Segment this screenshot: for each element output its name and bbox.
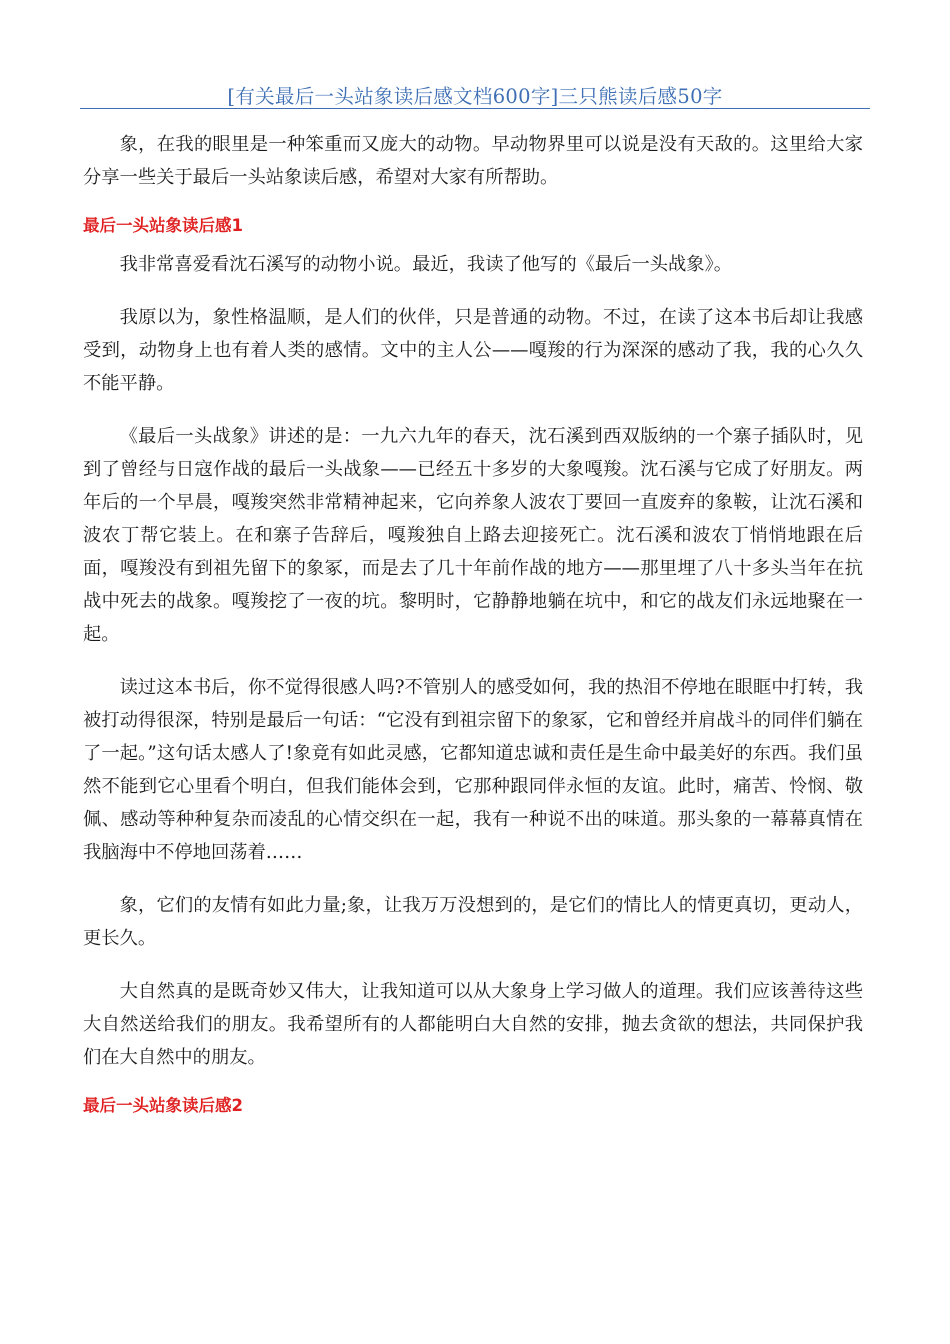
body-paragraph: 《最后一头战象》讲述的是：一九六九年的春天，沈石溪到西双版纳的一个寨子插队时，见到了曾经与日寇作战的最后一头战象——已经五十多岁的大象嘎羧。沈石溪与它成了好朋友。两年后的一个早晨，嘎羧突然非常精神起来，它向养象人波农丁要回一直废弃的象鞍，让沈石溪和波农丁帮它装上。在和寨子告辞后，嘎羧独自上路去迎接死亡。沈石溪和波农丁悄悄地跟在后面，嘎羧没有到祖先留下的象冢，而是去了几十年前作战的地方——那里埋了八十多头当年在抗战中死去的战象。嘎羧挖了一夜的坑。黎明时，它静静地躺在坑中，和它的战友们永远地聚在一起。 (83, 426, 863, 645)
body-paragraph: 读过这本书后，你不觉得很感人吗?不管别人的感受如何，我的热泪不停地在眼眶中打转，我被打动得很深，特别是最后一句话：“它没有到祖宗留下的象冢，它和曾经并肩战斗的同伴们躺在了一起。”这句话太感人了!象竟有如此灵感，它都知道忠诚和责任是生命中最美好的东西。我们虽然不能到它心里看个明白，但我们能体会到，它那种跟同伴永恒的友谊。此时，痛苦、怜悯、敬佩、感动等种种复杂而凌乱的心情交织在一起，我有一种说不出的味道。那头象的一幕幕真情在我脑海中不停地回荡着…… (83, 677, 863, 863)
header-divider (80, 108, 870, 109)
body-paragraph: 我原以为，象性格温顺，是人们的伙伴，只是普通的动物。不过，在读了这本书后却让我感受到，动物身上也有着人类的感情。文中的主人公——嘎羧的行为深深的感动了我，我的心久久不能平静。 (83, 307, 863, 394)
body-paragraph: 象，它们的友情有如此力量;象，让我万万没想到的，是它们的情比人的情更真切，更动人，更长久。 (83, 895, 863, 949)
section-heading-1: 最后一头站象读后感1 (83, 216, 243, 235)
intro-paragraph: 象，在我的眼里是一种笨重而又庞大的动物。早动物界里可以说是没有天敌的。这里给大家分享一些关于最后一头站象读后感，希望对大家有所帮助。 (83, 134, 863, 188)
section-heading-2: 最后一头站象读后感2 (83, 1096, 243, 1115)
body-paragraph: 大自然真的是既奇妙又伟大，让我知道可以从大象身上学习做人的道理。我们应该善待这些大自然送给我们的朋友。我希望所有的人都能明白大自然的安排，抛去贪欲的想法，共同保护我们在大自然中的朋友。 (83, 981, 863, 1068)
body-paragraph: 我非常喜爱看沈石溪写的动物小说。最近，我读了他写的《最后一头战象》。 (119, 254, 733, 275)
document-body (83, 128, 863, 1128)
document-header-title: [有关最后一头站象读后感文档600字]三只熊读后感50字 (227, 85, 723, 108)
